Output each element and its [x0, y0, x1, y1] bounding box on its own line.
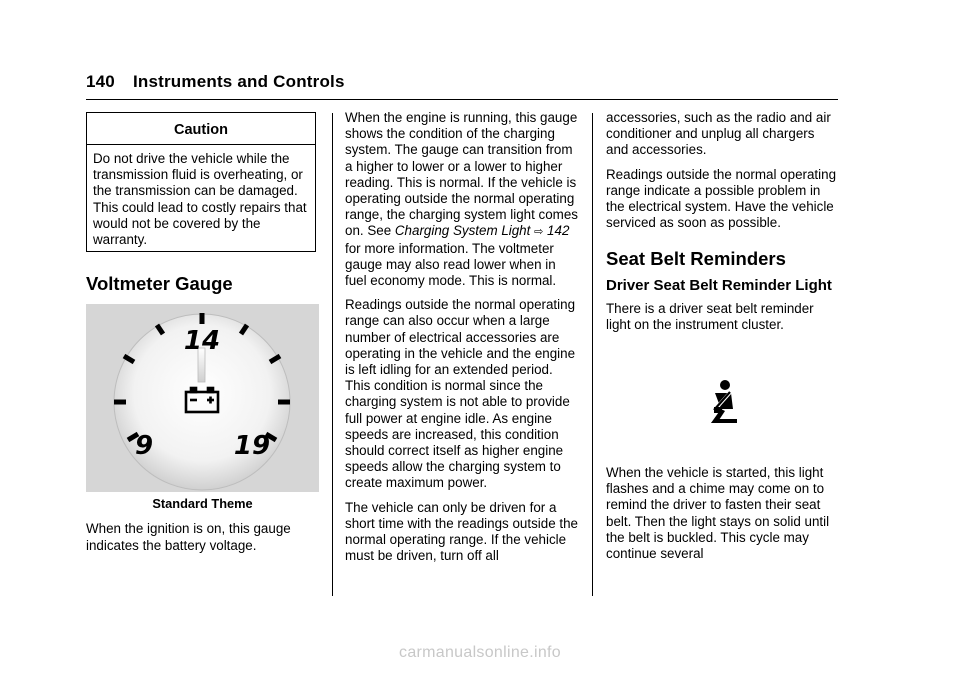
- seatbelt-paragraph-1: There is a driver seat belt reminder light on the instrument cluster.: [606, 300, 814, 332]
- seatbelt-paragraph-2: When the vehicle is started, this light flashes and a chime may come on to remind the driver to fasten their seat belt. Then the light stays on solid until the belt is buckled. This cycle may continue several: [606, 465, 830, 562]
- seatbelt-icon: [701, 379, 745, 427]
- header-rule: [86, 99, 838, 100]
- voltmeter-paragraph-5: accessories, such as the radio and air conditioner and unplug all chargers and accessories.: [606, 110, 831, 158]
- voltmeter-paragraph-1: When the ignition is on, this gauge indicates the battery voltage.: [86, 521, 291, 553]
- voltmeter-heading: Voltmeter Gauge: [86, 273, 233, 294]
- watermark: carmanualsonline.info: [399, 644, 561, 661]
- gauge-caption: Standard Theme: [152, 496, 253, 512]
- column-2: [345, 110, 578, 572]
- column-3: [606, 110, 839, 570]
- gauge-value-right: 19: [233, 431, 271, 462]
- caution-body: Do not drive the vehicle while the transmission fluid is overheating, or the transmission can be damaged. This could lead to costly repairs that would not be covered by the warranty.: [93, 151, 307, 248]
- p2-text-before: When the engine is running, this gauge shows the condition of the charging system. The gauge can transition from a higher to lower or a lower to higher reading. This is normal. If the vehicle is operating outside the normal operating range, the charging system light comes on. See: [345, 110, 578, 239]
- caution-box: [86, 112, 316, 252]
- page-ref-number[interactable]: 142: [547, 223, 570, 239]
- charging-system-light-link[interactable]: Charging System Light: [394, 223, 531, 239]
- caution-title: Caution: [174, 122, 228, 138]
- seatbelt-subheading: Driver Seat Belt Reminder Light: [606, 276, 832, 294]
- seatbelt-heading: Seat Belt Reminders: [606, 248, 786, 270]
- page-header: [86, 72, 345, 92]
- seatbelt-icon-container: [606, 341, 839, 465]
- gauge-value-left: 9: [134, 431, 154, 462]
- column-divider-1: [332, 113, 333, 596]
- column-divider-2: [592, 113, 593, 596]
- voltmeter-paragraph-2: [345, 110, 578, 289]
- voltmeter-paragraph-6: Readings outside the normal operating range indicate a possible problem in the electrical system. Have the vehicle serviced as soon as possible.: [606, 166, 837, 231]
- column-1: [86, 112, 319, 562]
- voltmeter-paragraph-4: The vehicle can only be driven for a short time with the readings outside the normal operating range. If the vehicle must be driven, turn off all: [345, 499, 578, 564]
- gauge-value-top: 14: [183, 326, 221, 357]
- voltmeter-paragraph-3: Readings outside the normal operating range can also occur when a large number of electrical accessories are operating in the vehicle and the engine is left idling for an extended period. This condition is normal since the charging system is not able to provide full power at engine idle. As engine speeds are increased, this condition should correct itself as higher engine speeds allow the charging system to create maximum power.: [345, 297, 576, 491]
- voltmeter-gauge-image: [86, 304, 319, 492]
- page-number: 140: [86, 72, 115, 91]
- section-title: Instruments and Controls: [132, 72, 345, 91]
- page-ref-arrow-icon: ⇨: [534, 226, 544, 239]
- p2-text-after: for more information. The voltmeter gauge may also read lower when in fuel economy mode. This is normal.: [345, 240, 557, 289]
